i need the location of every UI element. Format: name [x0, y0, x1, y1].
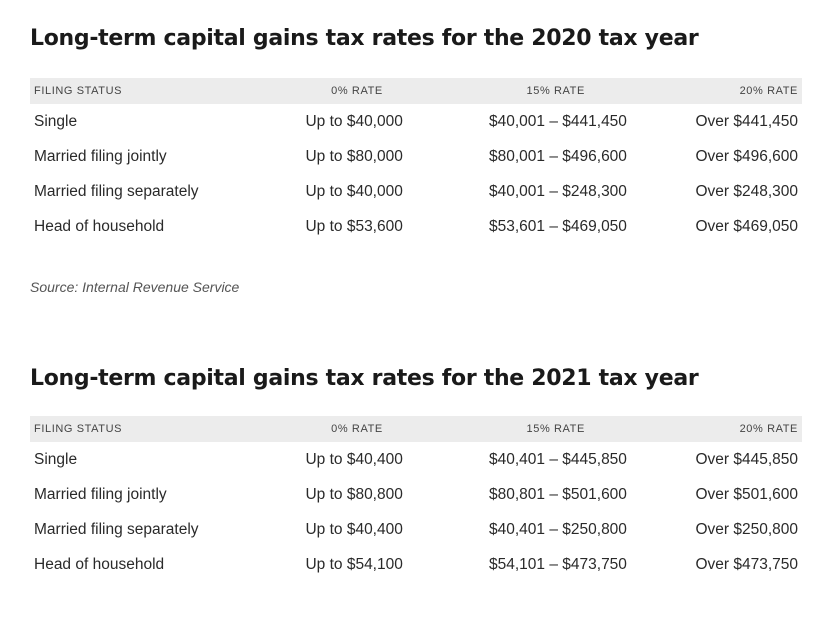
table-row — [30, 477, 802, 512]
cell-fifteen-rate: $80,801 – $501,600 — [489, 485, 627, 503]
header-zero-rate: 0% RATE — [331, 85, 383, 97]
header-fifteen-rate: 15% RATE — [526, 423, 585, 435]
table-row — [30, 442, 802, 477]
header-fifteen-rate: 15% RATE — [526, 85, 585, 97]
cell-filing-status: Head of household — [34, 217, 165, 235]
cell-twenty-rate: Over $250,800 — [695, 520, 798, 538]
cell-zero-rate: Up to $53,600 — [305, 217, 403, 235]
table-row — [30, 512, 802, 547]
table-row — [30, 104, 802, 139]
cell-twenty-rate: Over $445,850 — [695, 450, 798, 468]
header-filing-status: FILING STATUS — [34, 423, 123, 435]
table-row — [30, 209, 802, 244]
cell-filing-status: Married filing separately — [34, 182, 199, 200]
cell-fifteen-rate: $80,001 – $496,600 — [489, 147, 627, 165]
cell-zero-rate: Up to $40,000 — [305, 182, 403, 200]
tax-table-2020-section — [30, 22, 802, 297]
cell-fifteen-rate: $40,401 – $445,850 — [489, 450, 627, 468]
cell-twenty-rate: Over $473,750 — [695, 555, 798, 573]
table-header-row — [30, 416, 802, 442]
table-row — [30, 174, 802, 209]
cell-zero-rate: Up to $54,100 — [305, 555, 403, 573]
header-filing-status: FILING STATUS — [34, 85, 123, 97]
cell-twenty-rate: Over $496,600 — [695, 147, 798, 165]
cell-filing-status: Married filing separately — [34, 520, 199, 538]
table-row — [30, 547, 802, 582]
tax-rate-table-2020 — [30, 78, 802, 244]
cell-zero-rate: Up to $40,400 — [305, 520, 403, 538]
table-title-2021: Long-term capital gains tax rates for the 2021 tax year — [30, 366, 699, 391]
cell-zero-rate: Up to $80,000 — [305, 147, 403, 165]
cell-fifteen-rate: $40,401 – $250,800 — [489, 520, 627, 538]
tax-rate-table-2021 — [30, 416, 802, 582]
cell-twenty-rate: Over $248,300 — [695, 182, 798, 200]
cell-twenty-rate: Over $501,600 — [695, 485, 798, 503]
cell-fifteen-rate: $54,101 – $473,750 — [489, 555, 627, 573]
header-twenty-rate: 20% RATE — [739, 423, 798, 435]
header-twenty-rate: 20% RATE — [739, 85, 798, 97]
cell-zero-rate: Up to $80,800 — [305, 485, 403, 503]
cell-zero-rate: Up to $40,400 — [305, 450, 403, 468]
header-zero-rate: 0% RATE — [331, 423, 383, 435]
cell-filing-status: Single — [34, 112, 78, 130]
cell-fifteen-rate: $53,601 – $469,050 — [489, 217, 627, 235]
table-header-row — [30, 78, 802, 104]
cell-filing-status: Head of household — [34, 555, 165, 573]
tax-table-2021-section — [30, 362, 802, 582]
source-note: Source: Internal Revenue Service — [30, 279, 240, 295]
table-title-2020: Long-term capital gains tax rates for the 2020 tax year — [30, 26, 699, 51]
cell-fifteen-rate: $40,001 – $248,300 — [489, 182, 627, 200]
table-row — [30, 139, 802, 174]
cell-twenty-rate: Over $441,450 — [695, 112, 798, 130]
cell-twenty-rate: Over $469,050 — [695, 217, 798, 235]
cell-filing-status: Married filing jointly — [34, 147, 167, 165]
cell-filing-status: Single — [34, 450, 78, 468]
cell-filing-status: Married filing jointly — [34, 485, 167, 503]
cell-zero-rate: Up to $40,000 — [305, 112, 403, 130]
cell-fifteen-rate: $40,001 – $441,450 — [489, 112, 627, 130]
